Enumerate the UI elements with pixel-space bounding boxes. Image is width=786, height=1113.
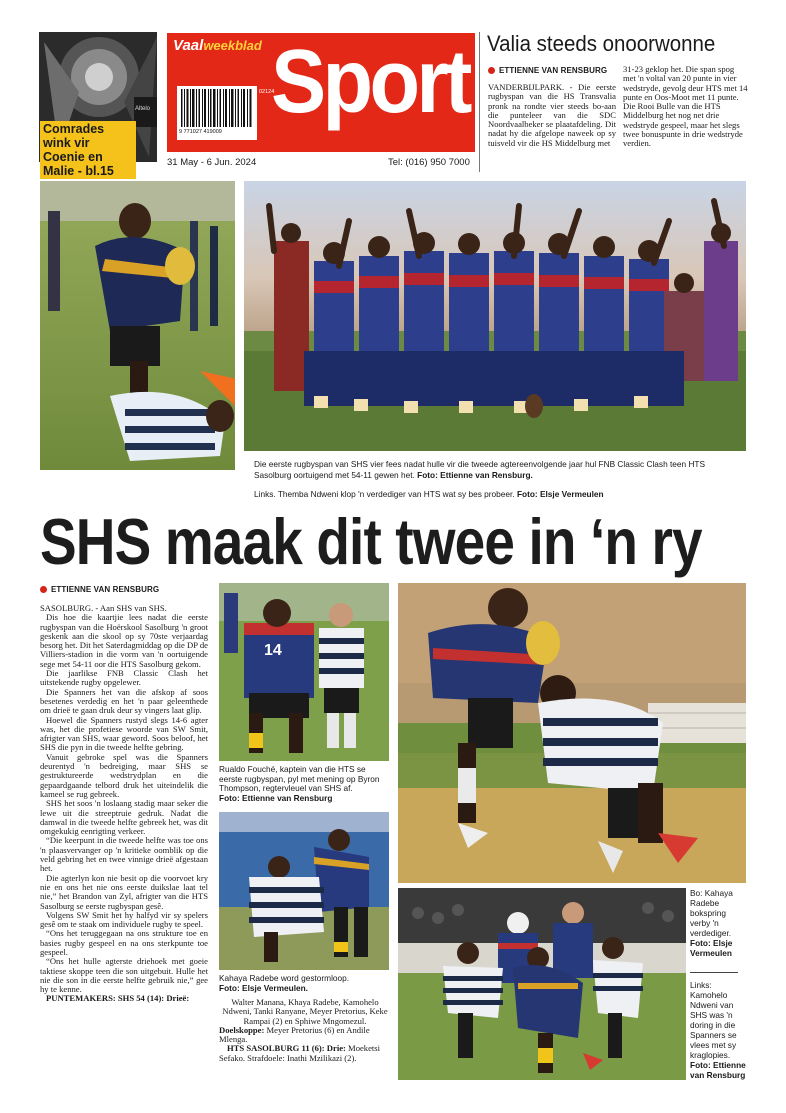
issue-code: 02124 <box>259 89 275 95</box>
photo-credit: Foto: Elsje Vermeulen. <box>219 982 308 993</box>
byline-text: ETTIENNE VAN RENSBURG <box>499 66 608 75</box>
conversions-label: Doelskoppe: <box>219 1024 265 1035</box>
conversions: Meyer Pretorius (6) en Andile Mlenga. <box>219 1024 370 1045</box>
svg-text:Altelo: Altelo <box>135 106 151 112</box>
top-story-col1: VANDERBIJLPARK. - Die eerste rugbyspan van die HS Transvalia pronk na rondte vier steeds bo-aan die punteleer van die SDC Noordvaalbeker se plaatafdeling. Dit nadat hy die afgelope naweek op sy tuisveld vir die HS Middelburg met <box>488 82 616 148</box>
brand-name <box>173 37 262 54</box>
paragraph: “Ons het teruggegaan na ons strukture toe en basies rugby gespeel en na ons sterkpunte toe gespeel. <box>40 928 208 957</box>
byline-text: ETTIENNE VAN RENSBURG <box>51 585 160 594</box>
paragraph: Dis hoe die kaartjie lees nadat die eerste rugbyspan van die Hoërskool Sasolburg 'n groot geskenk aan die skool op sy 70ste verjaardag besorg het. Dit het Saterdagmiddag op die DP de Villiers-stadion in die vorm van 'n oortuigende sege met 54-11 oor die HTS Sasolburg gekom. <box>40 612 208 669</box>
team-celebration-photo[interactable] <box>244 181 746 451</box>
brand-weekblad: weekblad <box>203 38 262 53</box>
barcode-digits: 9 771027 419009 <box>179 129 222 135</box>
rualdo-caption <box>219 765 389 803</box>
top-story-byline <box>488 66 607 75</box>
top-story-headline[interactable]: Valia steeds onoorwonne <box>487 31 716 56</box>
main-story-col1 <box>40 604 208 1004</box>
paragraph: Die Spanners het van die afskop af soos besetenes verdedig en het 'n paar geleenthede om drieë te gaan druk deur sy vingers laat glip. <box>40 686 208 716</box>
paragraph: “Ons het hulle agterste driehoek met goeie taktiese skoppe teen die son uitgebuit. Hulle het nie die son in die eerste helfte gebruik nie,” gee hy te kenne. <box>40 956 208 995</box>
main-story-col2 <box>219 998 391 1063</box>
tackle-photo[interactable] <box>40 181 235 470</box>
conversions-line <box>219 1026 391 1045</box>
caption-text: Die eerste rugbyspan van SHS vier fees nadat hulle vir die tweede agtereenvolgende jaar hul FNB Classic Clash teen HTS Sasolburg oortuigend met 54-11 gewen het. <box>254 459 706 480</box>
scorers: Walter Manana, Khaya Radebe, Kamohelo Ndweni, Tanki Ranyane, Meyer Pretorius, Keke Rampai (2) en Sphiwe Mngomezul. <box>222 997 388 1026</box>
top-story-col2: 31-23 geklop het. Die span spog met 'n voltal van 20 punte in vier wedstryde, gevolg deur HTS met 14 punte en Oos-Moot met 11 punte. Die Rooi Bulle van die HTS Middelburg het nog net drie wedstryde gespeel, maar het slegs twee bonuspunte in drie wedstryde verdien. <box>623 64 748 149</box>
paragraph: Hoewel die Spanners rustyd slegs 14-6 agter was, het die profetiese woorde van SW Smit, afrigter van SHS, waar geword. Soos beloof, het SHS die pyn in die tweede helfte gebring. <box>40 714 208 753</box>
hts-scorers: Moeketsi Sefako. Strafdoele: Inathi Mzilikazi (2). <box>219 1043 381 1063</box>
hts-label: HTS SASOLBURG 11 (6): Drie: <box>227 1043 346 1054</box>
brand-vaal: Vaal <box>173 37 204 54</box>
paragraph: “Die keerpunt in die tweede helfte was toe ons 'n plaasvervanger op 'n kritieke oomblik op die veld gebring het en twee vinnige drieë afgestaan het. <box>40 835 208 874</box>
kamohelo-photo[interactable] <box>398 888 686 1080</box>
team-photo-caption <box>254 459 734 480</box>
kahaya-tackle-photo[interactable] <box>219 812 389 970</box>
comrades-teaser[interactable] <box>40 121 136 179</box>
masthead-title: Sport <box>271 32 469 132</box>
left-photo-caption <box>254 489 734 500</box>
paragraph: Die agterlyn kon nie besit op die voorvoet kry nie en ons het nie ons eerste duikslae laat tel nie,” het Brandon van Zyl, afrigter van die HTS Sasolburg se eerste rugbyspan gesê. <box>40 872 208 911</box>
photo-credit: Foto: Elsje Vermeulen <box>690 938 733 958</box>
red-dot-icon <box>40 586 47 593</box>
caption-text: Rualdo Fouché, kaptein van die HTS se eerste rugbyspan, pyl met mening op Byron Thompson, regtervleuel van SHS af. <box>219 764 380 793</box>
kahaya-tackle-caption <box>219 974 389 993</box>
paragraph: Die jaarlikse FNB Classic Clash het uitstekende rugby opgelewer. <box>40 668 208 688</box>
kahaya-leap-caption <box>690 888 746 958</box>
red-dot-icon <box>488 67 495 74</box>
rualdo-photo[interactable] <box>219 583 389 761</box>
photo-credit: Foto: Elsje Vermeulen <box>516 489 604 499</box>
main-story-byline <box>40 585 159 594</box>
paragraph: Vanuit gebroke spel was die Spanners deurentyd 'n bedreiging, maar SHS se gestruktureerde wedstrydplan en die gepaardgaande telbord druk het uiteindelik die kameel se rug gebreek. <box>40 751 208 799</box>
hts-scorers-line <box>219 1044 391 1063</box>
kahaya-leap-photo[interactable] <box>398 583 746 883</box>
scorers-label: PUNTEMAKERS: SHS 54 (14): Drieë: <box>46 993 190 1004</box>
caption-text: Kahaya Radebe word gestormloop. <box>219 973 350 983</box>
paragraph: SASOLBURG. - Aan SHS van SHS. <box>40 603 167 613</box>
paragraph: Volgens SW Smit het hy halfyd vir sy spelers gesê om te staak om individuele rugby te speel. <box>40 909 208 930</box>
caption-text: Bo: Kahaya Radebe bokspring verby 'n verdediger. <box>690 888 733 938</box>
caption-text: Links. Themba Ndweni klop 'n verdediger van HTS wat sy bes probeer. <box>254 489 515 499</box>
teaser-text: Comrades wink vir Coenie en Malie - bl.15 <box>43 122 114 178</box>
svg-text:14: 14 <box>264 642 282 659</box>
photo-credit: Foto: Ettienne van Rensburg <box>690 1060 746 1080</box>
caption-text: Links: Kamohelo Ndweni van SHS was 'n doring in die Spanners se vlees met sy kraglopies. <box>690 980 737 1060</box>
column-divider <box>479 32 480 172</box>
masthead-logo[interactable] <box>167 33 475 152</box>
caption-divider <box>690 972 738 973</box>
main-headline[interactable]: SHS maak dit twee in ‘n ry <box>40 505 702 578</box>
kamohelo-caption <box>690 980 748 1080</box>
photo-credit: Foto: Ettienne van Rensburg <box>219 792 333 803</box>
masthead-phone: Tel: (016) 950 7000 <box>388 157 470 168</box>
photo-credit: Foto: Ettienne van Rensburg. <box>417 469 533 480</box>
masthead-date: 31 May - 6 Jun. 2024 <box>167 157 257 168</box>
paragraph: SHS het soos 'n loslaang stadig maar seker die lewe uit die streeptruie gedruk. Nadat die damwal in die tweede helfte gebreek het, was dit omgekukig eenrigting verkeer. <box>40 798 208 837</box>
